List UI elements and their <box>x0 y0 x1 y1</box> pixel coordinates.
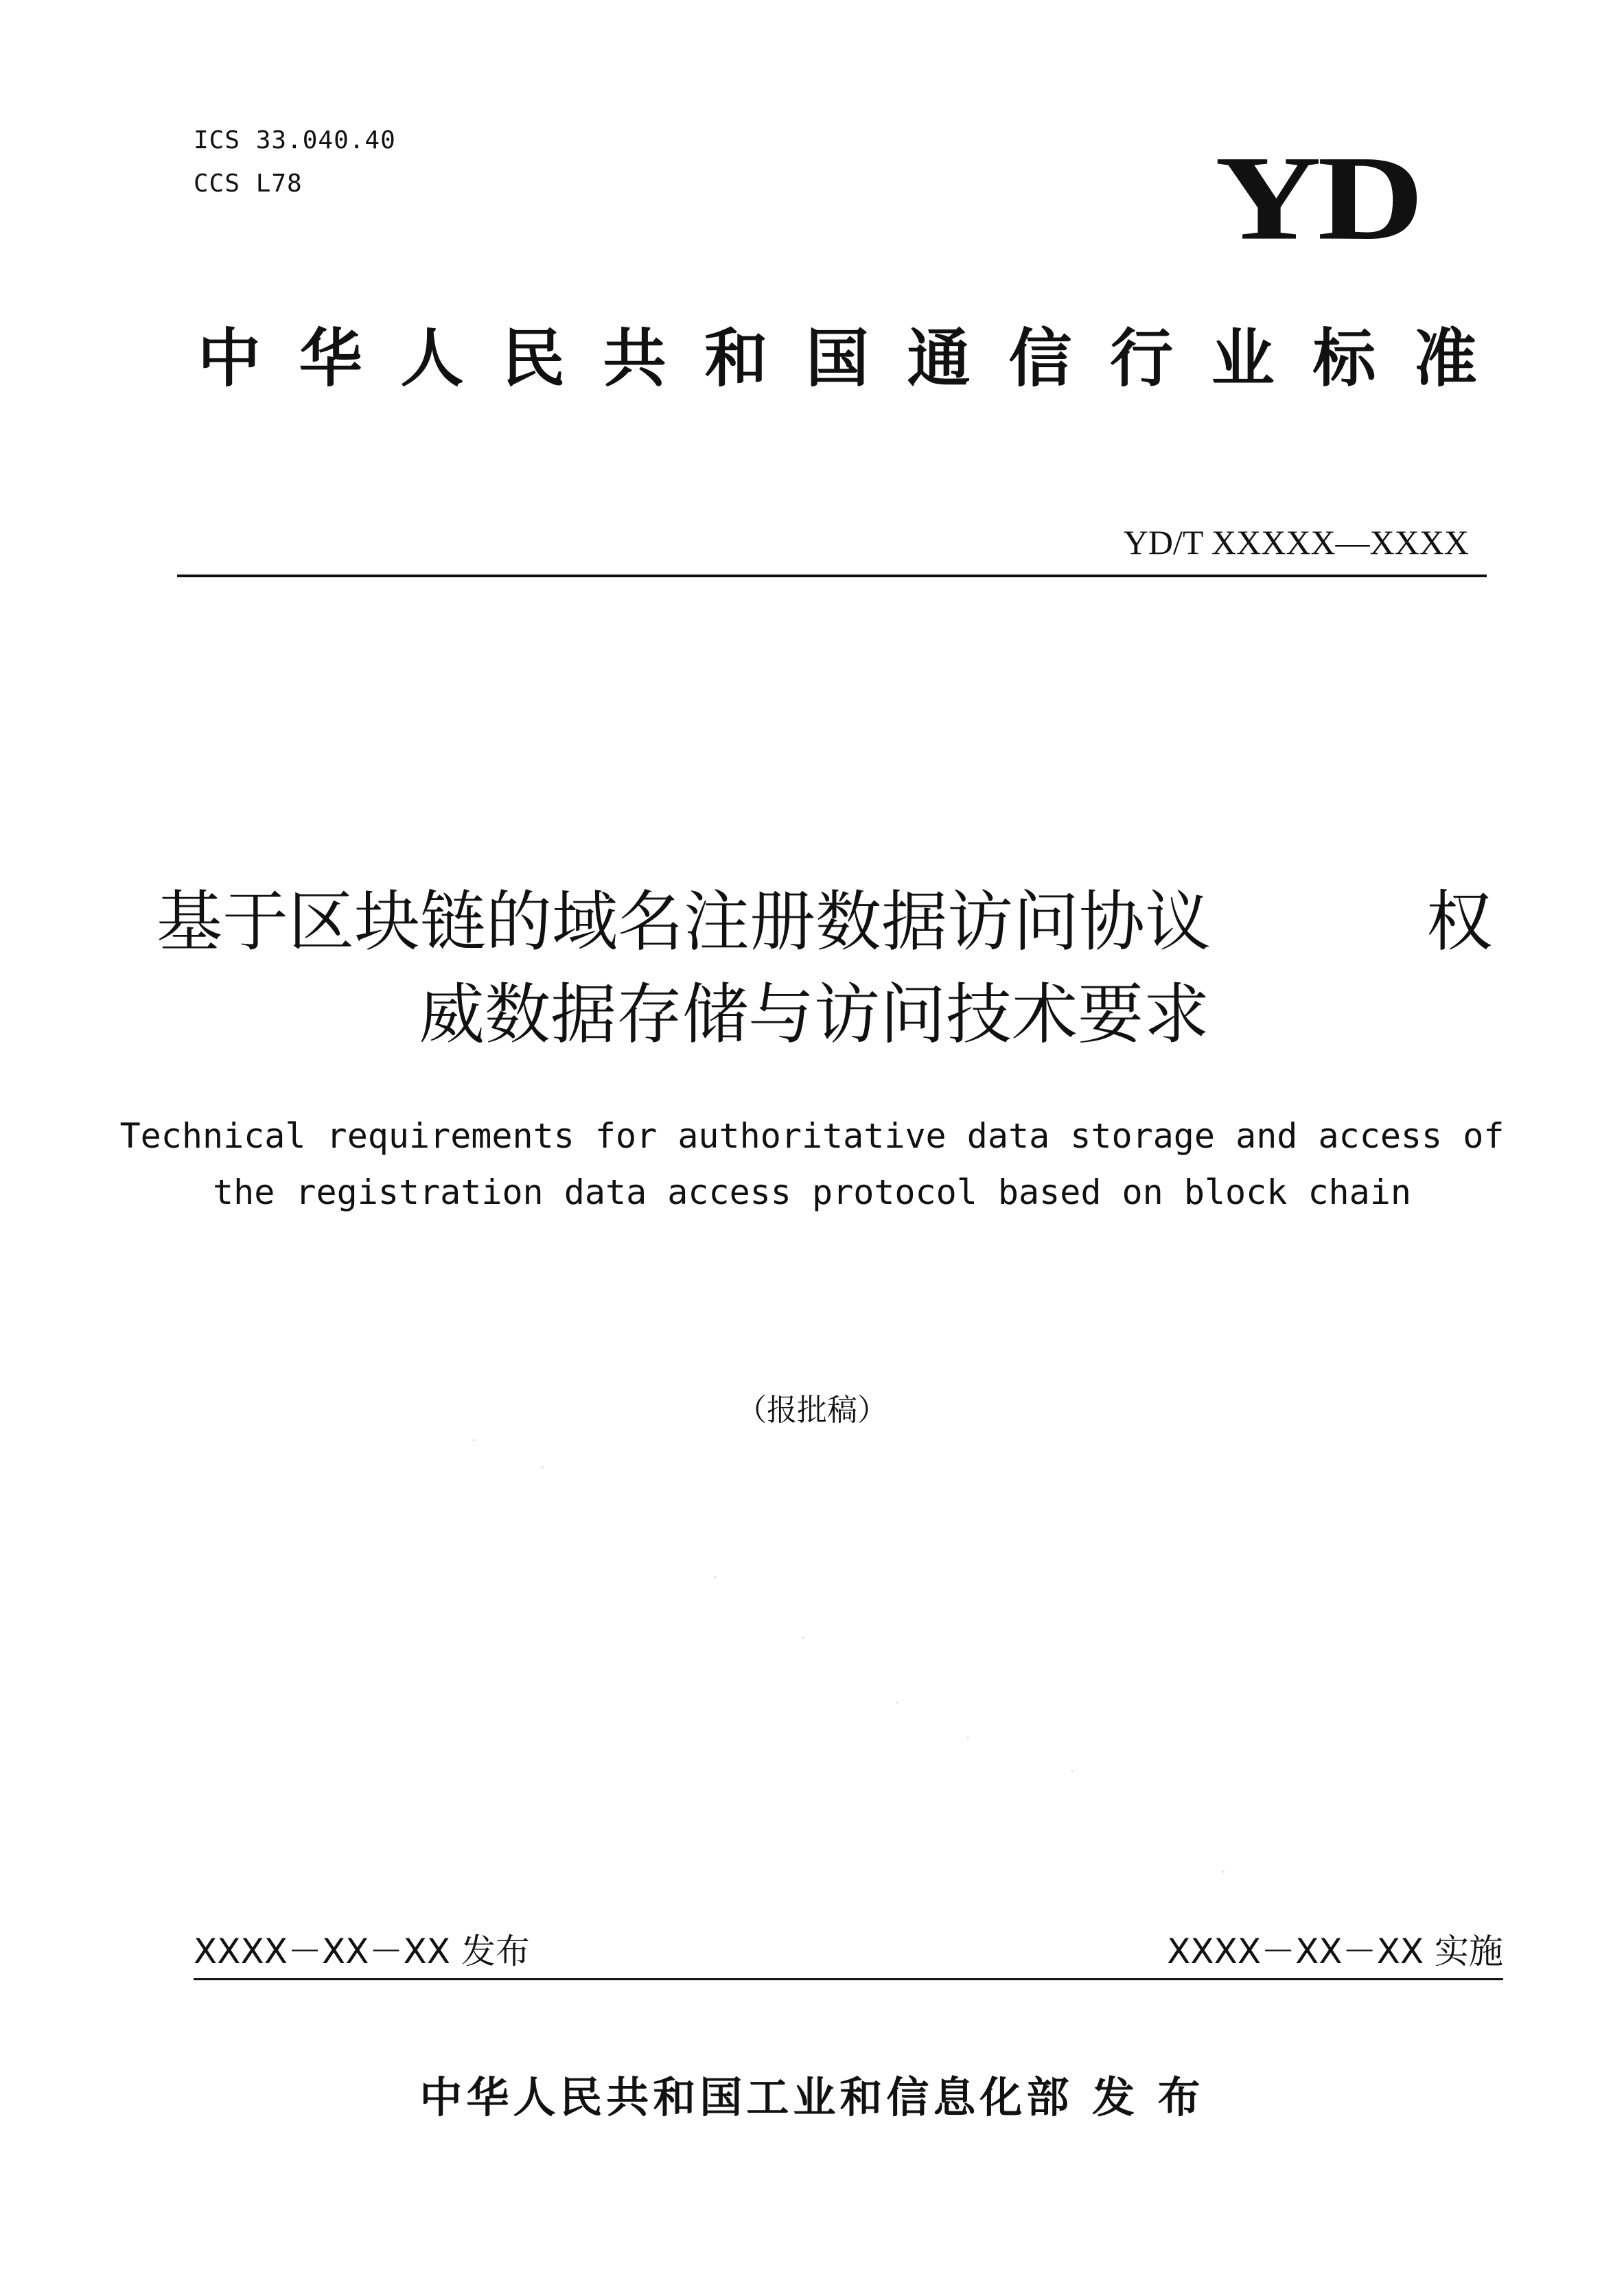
chinese-title-line-1: 基于区块链的域名注册数据访问协议 <box>156 883 1211 960</box>
scan-speck <box>1222 1870 1225 1873</box>
implementation-date: XXXX－XX－XX 实施 <box>1167 1932 1503 1971</box>
issue-date: XXXX－XX－XX 发布 <box>194 1932 530 1971</box>
scan-speck <box>714 1576 717 1579</box>
english-title-line-2: the registration data access protocol based on block chain <box>213 1172 1411 1212</box>
publisher: 中华人民共和国工业和信息化部 发 布 <box>419 2072 1205 2122</box>
header-divider <box>177 575 1487 577</box>
footer-divider <box>194 1978 1503 1980</box>
scan-speck <box>541 1466 544 1469</box>
yd-logo: YD <box>1215 130 1420 266</box>
scan-speck <box>1071 1770 1074 1772</box>
chinese-title-line-1-tail: 权 <box>1426 883 1492 960</box>
chinese-title-line-2: 威数据存储与访问技术要求 <box>419 976 1209 1053</box>
scan-speck <box>896 1701 898 1704</box>
scan-speck <box>802 1636 804 1639</box>
ccs-code: CCS L78 <box>194 170 303 198</box>
standard-number: YD/T XXXXX—XXXX <box>1123 523 1469 561</box>
english-title-line-1: Technical requirements for authoritative data storage and access of <box>119 1116 1505 1156</box>
draft-status: （报批稿） <box>736 1393 888 1428</box>
ics-code: ICS 33.040.40 <box>194 126 396 154</box>
scan-speck <box>966 1737 969 1739</box>
standard-category-title: 中华人民共和国通信行业标准 <box>198 322 1477 395</box>
scan-speck <box>472 1439 475 1441</box>
